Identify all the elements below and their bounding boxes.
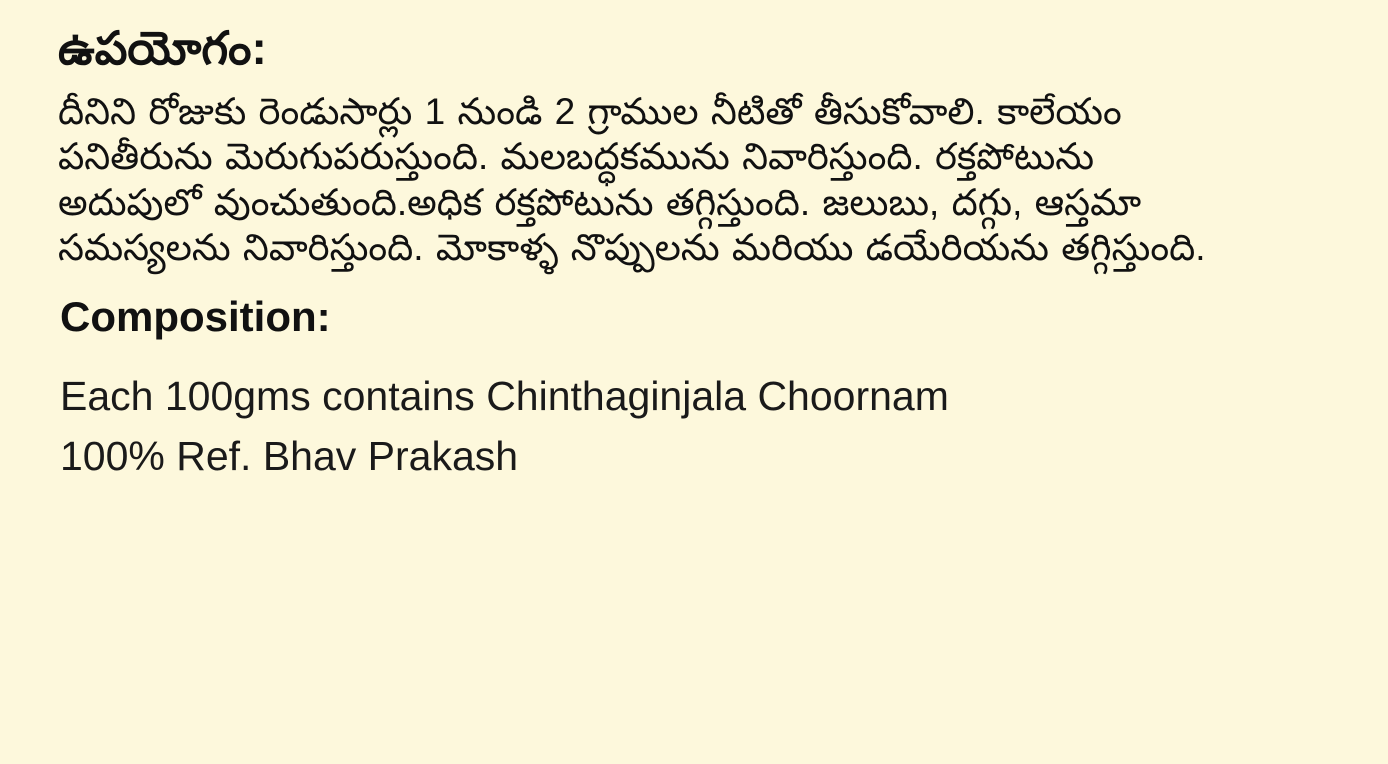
usage-body-text: దీనిని రోజుకు రెండుసార్లు 1 నుండి 2 గ్రాముల నీటితో తీసుకోవాలి. కాలేయం పనితీరును మెరుగుపరుస్తుంది. మలబద్ధకమును నివారిస్తుంది. రక్తపోటును అదుపులో వుంచుతుంది.అధిక రక్తపోటును తగ్గిస్తుంది. జలుబు, దగ్గు, ఆస్తమా సమస్యలను నివారిస్తుంది. మోకాళ్ళ నొప్పులను మరియు డయేరియను తగ్గిస్తుంది.	[58, 90, 1206, 269]
composition-line-2: 100% Ref. Bhav Prakash	[60, 432, 519, 479]
composition-body	[60, 367, 1348, 486]
composition-line-1: Each 100gms contains Chinthaginjala Choornam	[60, 373, 949, 420]
usage-heading: ఉపయోగం:	[58, 22, 267, 74]
composition-heading: Composition:	[60, 292, 331, 340]
